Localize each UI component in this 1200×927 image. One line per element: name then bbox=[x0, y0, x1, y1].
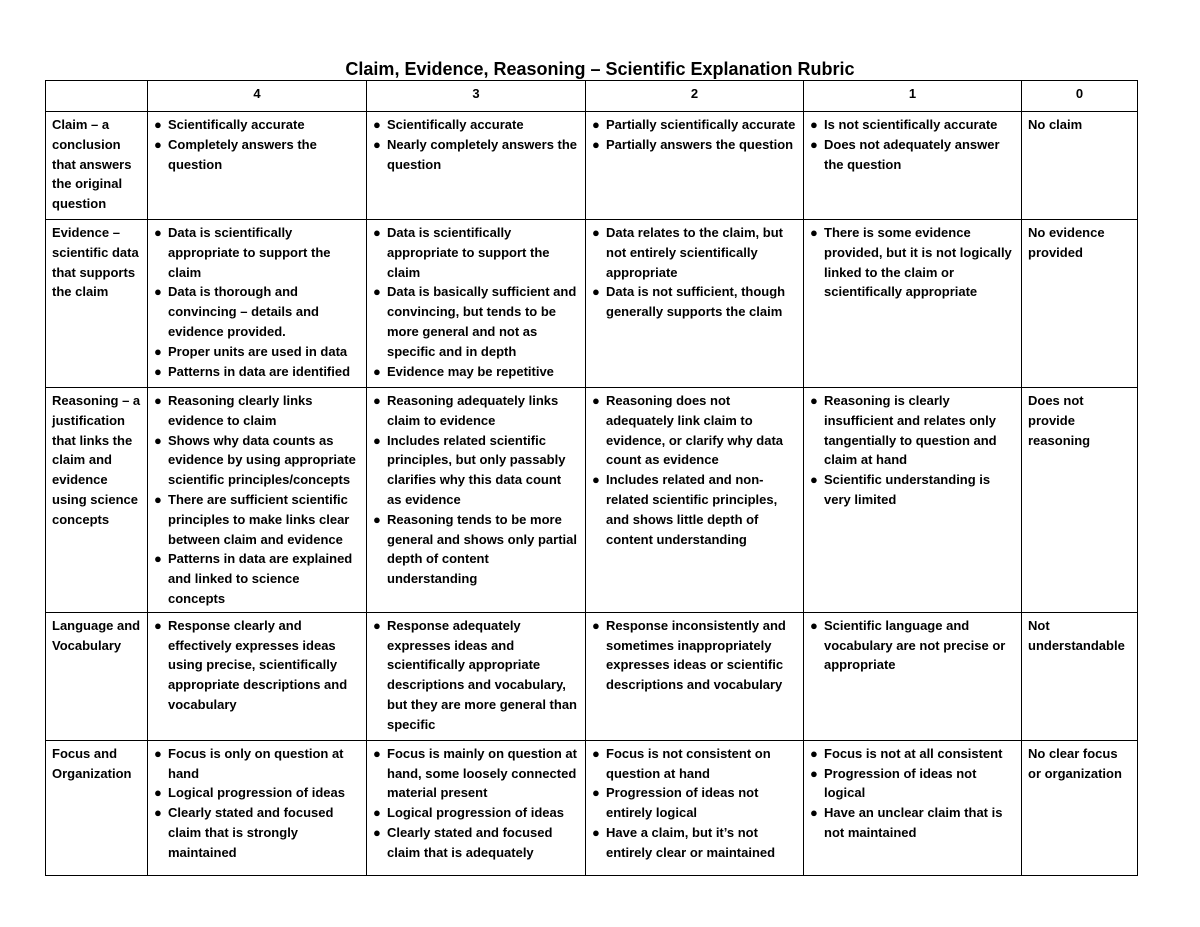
criterion-bullet: ● Clearly stated and focused claim that is strongly maintained bbox=[154, 803, 360, 862]
criterion-bullet: ● Data is scientifically appropriate to support the claim bbox=[373, 223, 579, 282]
criterion-bullet: ● Progression of ideas not logical bbox=[810, 764, 1015, 804]
score-2-cell bbox=[586, 112, 804, 220]
criterion-label: Language and Vocabulary bbox=[46, 612, 148, 740]
criterion-bullet: ● Does not adequately answer the question bbox=[810, 135, 1015, 175]
header-row bbox=[46, 81, 1138, 112]
rubric-row-focus bbox=[46, 740, 1138, 875]
criterion-bullet: ● Includes related and non-related scientific principles, and shows little depth of content understanding bbox=[592, 470, 797, 549]
score-3-cell bbox=[367, 740, 586, 875]
rubric-table bbox=[45, 80, 1138, 876]
score-2-cell bbox=[586, 740, 804, 875]
criterion-bullet: ● Reasoning is clearly insufficient and relates only tangentially to question and claim at hand bbox=[810, 391, 1015, 470]
criterion-label: Claim – a conclusion that answers the original question bbox=[46, 112, 148, 220]
header-score-0: 0 bbox=[1022, 81, 1138, 112]
criterion-bullet: ● Response inconsistently and sometimes inappropriately expresses ideas or scientific descriptions and vocabulary bbox=[592, 616, 797, 695]
criterion-bullet: ● There is some evidence provided, but it is not logically linked to the claim or scientifically appropriate bbox=[810, 223, 1015, 302]
criterion-bullet: ● Data relates to the claim, but not entirely scientifically appropriate bbox=[592, 223, 797, 282]
criterion-bullet: ● Clearly stated and focused claim that is adequately bbox=[373, 823, 579, 863]
criterion-bullet: ● Logical progression of ideas bbox=[154, 783, 360, 803]
criterion-label: Focus and Organization bbox=[46, 740, 148, 875]
score-0-cell: No clear focus or organization bbox=[1022, 740, 1138, 875]
criterion-bullet: ● Focus is only on question at hand bbox=[154, 744, 360, 784]
score-3-cell bbox=[367, 612, 586, 740]
criterion-bullet: ● Logical progression of ideas bbox=[373, 803, 579, 823]
criterion-bullet: ● Proper units are used in data bbox=[154, 342, 360, 362]
rubric-row-reasoning bbox=[46, 388, 1138, 613]
criterion-bullet: ● Response adequately expresses ideas and scientifically appropriate descriptions and vocabulary, but they are more general than specific bbox=[373, 616, 579, 735]
criterion-bullet: ● Includes related scientific principles, but only passably clarifies why this data count as evidence bbox=[373, 431, 579, 510]
criterion-bullet: ● Patterns in data are explained and linked to science concepts bbox=[154, 549, 360, 608]
score-2-cell bbox=[586, 612, 804, 740]
criterion-bullet: ● Completely answers the question bbox=[154, 135, 360, 175]
criterion-bullet: ● Patterns in data are identified bbox=[154, 362, 360, 382]
score-4-cell bbox=[148, 112, 367, 220]
criterion-bullet: ● Nearly completely answers the question bbox=[373, 135, 579, 175]
criterion-bullet: ● There are sufficient scientific principles to make links clear between claim and evidence bbox=[154, 490, 360, 549]
header-score-3: 3 bbox=[367, 81, 586, 112]
score-3-cell bbox=[367, 388, 586, 613]
rubric-row-evidence bbox=[46, 220, 1138, 388]
score-1-cell bbox=[804, 740, 1022, 875]
criterion-label: Evidence – scientific data that supports the claim bbox=[46, 220, 148, 388]
criterion-bullet: ● Scientific language and vocabulary are not precise or appropriate bbox=[810, 616, 1015, 675]
score-1-cell bbox=[804, 612, 1022, 740]
score-0-cell: Not understandable bbox=[1022, 612, 1138, 740]
criterion-bullet: ● Partially answers the question bbox=[592, 135, 797, 155]
score-0-cell: No evidence provided bbox=[1022, 220, 1138, 388]
criterion-bullet: ● Have a claim, but it’s not entirely clear or maintained bbox=[592, 823, 797, 863]
criterion-bullet: ● Data is thorough and convincing – details and evidence provided. bbox=[154, 282, 360, 341]
score-2-cell bbox=[586, 220, 804, 388]
criterion-bullet: ● Data is not sufficient, though generally supports the claim bbox=[592, 282, 797, 322]
criterion-bullet: ● Have an unclear claim that is not maintained bbox=[810, 803, 1015, 843]
score-4-cell bbox=[148, 220, 367, 388]
criterion-bullet: ● Scientifically accurate bbox=[373, 115, 579, 135]
header-score-1: 1 bbox=[804, 81, 1022, 112]
score-0-cell: No claim bbox=[1022, 112, 1138, 220]
header-score-4: 4 bbox=[148, 81, 367, 112]
score-4-cell bbox=[148, 740, 367, 875]
score-3-cell bbox=[367, 220, 586, 388]
header-score-2: 2 bbox=[586, 81, 804, 112]
score-1-cell bbox=[804, 220, 1022, 388]
score-4-cell bbox=[148, 388, 367, 613]
score-0-cell: Does not provide reasoning bbox=[1022, 388, 1138, 613]
criterion-label: Reasoning – a justification that links the claim and evidence using science concepts bbox=[46, 388, 148, 613]
score-2-cell bbox=[586, 388, 804, 613]
score-4-cell bbox=[148, 612, 367, 740]
criterion-bullet: ● Data is scientifically appropriate to support the claim bbox=[154, 223, 360, 282]
criterion-bullet: ● Reasoning does not adequately link claim to evidence, or clarify why data count as evidence bbox=[592, 391, 797, 470]
criterion-bullet: ● Response clearly and effectively expresses ideas using precise, scientifically appropriate descriptions and vocabulary bbox=[154, 616, 360, 715]
criterion-bullet: ● Focus is not at all consistent bbox=[810, 744, 1015, 764]
score-1-cell bbox=[804, 388, 1022, 613]
score-3-cell bbox=[367, 112, 586, 220]
rubric-title: Claim, Evidence, Reasoning – Scientific Explanation Rubric bbox=[345, 59, 855, 79]
criterion-bullet: ● Shows why data counts as evidence by using appropriate scientific principles/concepts bbox=[154, 431, 360, 490]
criterion-bullet: ● Reasoning tends to be more general and shows only partial depth of content understanding bbox=[373, 510, 579, 589]
criterion-bullet: ● Reasoning clearly links evidence to claim bbox=[154, 391, 360, 431]
criterion-bullet: ● Partially scientifically accurate bbox=[592, 115, 797, 135]
rubric-row-claim bbox=[46, 112, 1138, 220]
header-criterion bbox=[46, 81, 148, 112]
criterion-bullet: ● Scientific understanding is very limited bbox=[810, 470, 1015, 510]
criterion-bullet: ● Reasoning adequately links claim to evidence bbox=[373, 391, 579, 431]
criterion-bullet: ● Data is basically sufficient and convincing, but tends to be more general and not as specific and in depth bbox=[373, 282, 579, 361]
criterion-bullet: ● Focus is not consistent on question at hand bbox=[592, 744, 797, 784]
criterion-bullet: ● Focus is mainly on question at hand, some loosely connected material present bbox=[373, 744, 579, 803]
criterion-bullet: ● Evidence may be repetitive bbox=[373, 362, 579, 382]
criterion-bullet: ● Progression of ideas not entirely logical bbox=[592, 783, 797, 823]
score-1-cell bbox=[804, 112, 1022, 220]
criterion-bullet: ● Scientifically accurate bbox=[154, 115, 360, 135]
criterion-bullet: ● Is not scientifically accurate bbox=[810, 115, 1015, 135]
rubric-row-language bbox=[46, 612, 1138, 740]
